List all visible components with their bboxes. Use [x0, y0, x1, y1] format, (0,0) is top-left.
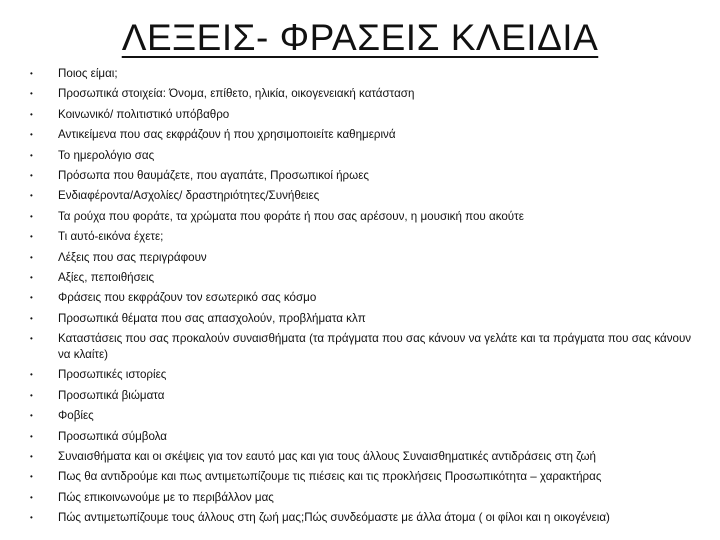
list-item-text: Προσωπικά θέματα που σας απασχολούν, προβλήματα κλπ: [58, 311, 366, 325]
list-item-text: Ποιος είμαι;: [58, 67, 118, 80]
list-item-text: Φράσεις που εκφράζουν τον εσωτερικό σας κόσμο: [58, 291, 317, 305]
list-item-text: Πώς επικοινωνούμε με το περιβάλλον μας: [58, 490, 274, 504]
list-item-text: Προσωπικές ιστορίες: [58, 368, 167, 382]
bullet-icon: •: [30, 170, 33, 180]
bullet-icon: •: [30, 150, 33, 160]
bullet-icon: •: [30, 513, 33, 523]
list-item: [30, 449, 698, 465]
bullet-icon: •: [30, 191, 33, 201]
list-item: [30, 86, 698, 102]
bullet-icon: •: [30, 313, 33, 323]
bullet-icon: •: [30, 232, 33, 242]
bullet-icon: •: [30, 390, 33, 400]
list-item: [30, 331, 698, 363]
bullet-icon: •: [30, 334, 33, 344]
list-item-text: Προσωπικά βιώματα: [58, 388, 165, 402]
list-item-text: Πρόσωπα που θαυμάζετε, που αγαπάτε, Προσωπικοί ήρωες: [58, 168, 369, 182]
bullet-icon: •: [30, 252, 33, 262]
list-item-text: Πώς αντιμετωπίζουμε τους άλλους στη ζωή μας;Πώς συνδεόμαστε με άλλα άτομα ( οι φίλοι και η οικογένεια): [58, 511, 610, 525]
bullet-icon: •: [30, 272, 33, 282]
list-item: [30, 510, 698, 526]
list-item: [30, 490, 698, 506]
bullet-icon: •: [30, 109, 33, 119]
slide-title: [0, 14, 720, 62]
list-item: [30, 229, 698, 245]
list-item-text: Αντικείμενα που σας εκφράζουν ή που χρησιμοποιείτε καθημερινά: [58, 128, 396, 142]
keyword-list: [30, 66, 698, 531]
bullet-icon: •: [30, 370, 33, 380]
list-item: [30, 148, 698, 164]
list-item: [30, 388, 698, 404]
bullet-icon: •: [30, 411, 33, 421]
bullet-icon: •: [30, 492, 33, 502]
bullet-icon: •: [30, 211, 33, 221]
list-item: [30, 367, 698, 383]
list-item: [30, 107, 698, 123]
list-item: [30, 469, 698, 485]
list-item: [30, 127, 698, 143]
list-item-text: Καταστάσεις που σας προκαλούν συναισθήματα (τα πράγματα που σας κάνουν να γελάτε και τα πράγματα που σας κάνουν να κλαίτε): [58, 332, 692, 362]
bullet-icon: •: [30, 69, 33, 78]
list-item-text: Αξίες, πεποιθήσεις: [58, 270, 155, 284]
list-item: [30, 168, 698, 184]
list-item-text: Φοβίες: [58, 409, 94, 423]
list-item: [30, 311, 698, 327]
list-item-text: Συναισθήματα και οι σκέψεις για τον εαυτό μας και για τους άλλους Συναισθηματικές αντιδράσεις στη ζωή: [58, 450, 597, 464]
list-item-text: Πως θα αντιδρούμε και πως αντιμετωπίζουμε τις πιέσεις και τις προκλήσεις Προσωπικότητα – χαρακτήρας: [58, 470, 602, 484]
bullet-icon: •: [30, 472, 33, 482]
list-item-text: Τα ρούχα που φοράτε, τα χρώματα που φοράτε ή που σας αρέσουν, η μουσική που ακούτε: [58, 209, 524, 223]
bullet-icon: •: [30, 89, 33, 99]
list-item-text: Λέξεις που σας περιγράφουν: [58, 250, 207, 264]
list-item-text: Το ημερολόγιο σας: [58, 148, 155, 162]
list-item-text: Κοινωνικό/ πολιτιστικό υπόβαθρο: [58, 107, 230, 121]
bullet-icon: •: [30, 452, 33, 462]
list-item: [30, 66, 698, 82]
list-item: [30, 250, 698, 266]
list-item: [30, 270, 698, 286]
list-item: [30, 408, 698, 424]
list-item-text: Τι αυτό-εικόνα έχετε;: [58, 230, 164, 244]
list-item: [30, 290, 698, 306]
list-item: [30, 209, 698, 225]
bullet-icon: •: [30, 293, 33, 303]
bullet-icon: •: [30, 130, 33, 140]
bullet-icon: •: [30, 431, 33, 441]
slide-title-text: ΛΕΞΕΙΣ- ΦΡΑΣΕΙΣ ΚΛΕΙΔΙΑ: [121, 17, 599, 58]
list-item-text: Ενδιαφέροντα/Ασχολίες/ δραστηριότητες/Συνήθειες: [58, 189, 320, 203]
list-item: [30, 429, 698, 445]
list-item: [30, 188, 698, 204]
list-item-text: Προσωπικά στοιχεία: Όνομα, επίθετο, ηλικία, οικογενειακή κατάσταση: [58, 87, 415, 101]
list-item-text: Προσωπικά σύμβολα: [58, 429, 168, 443]
